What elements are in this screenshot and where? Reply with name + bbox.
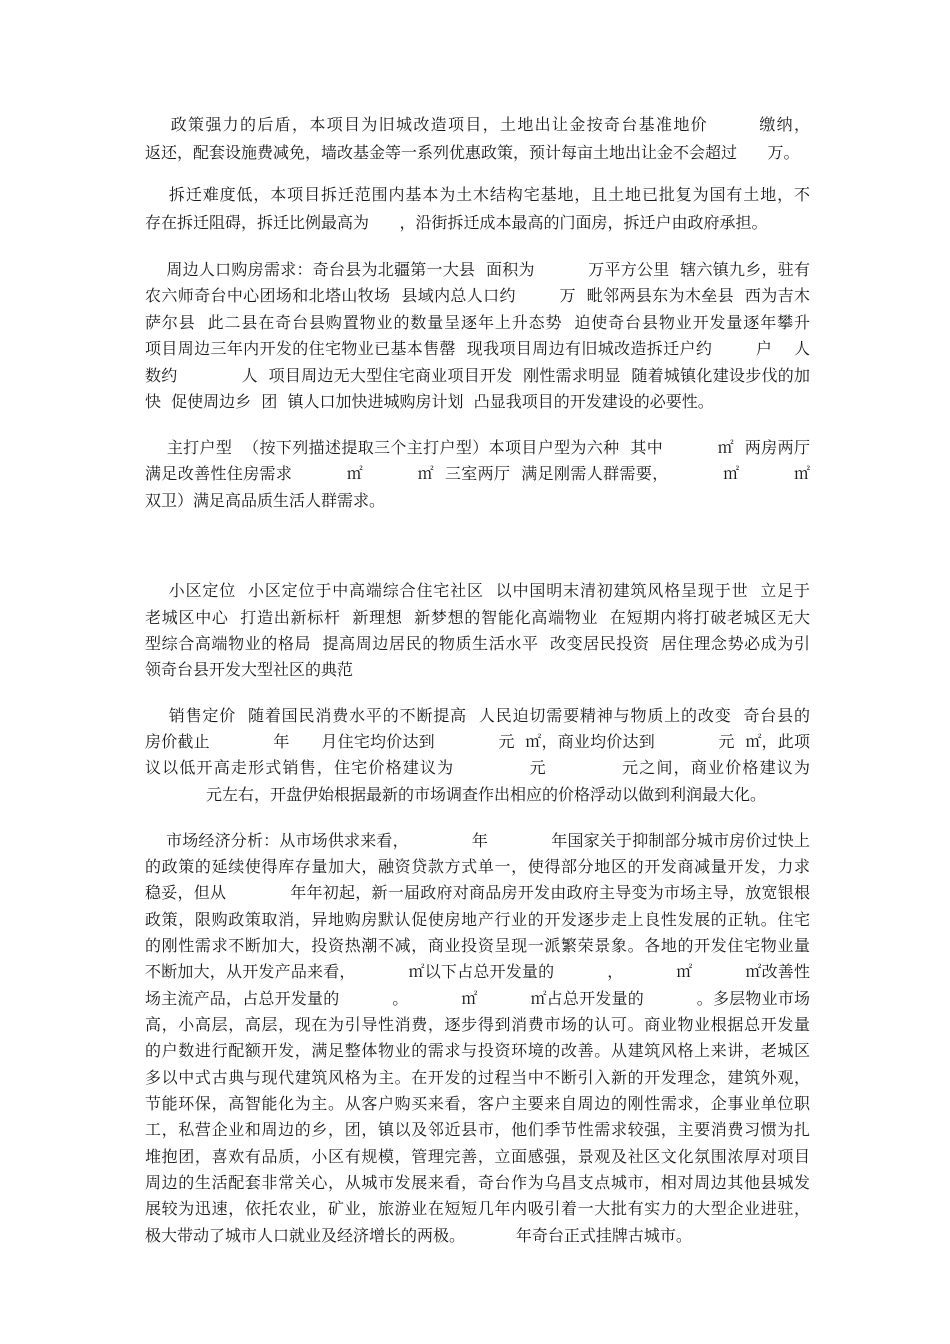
text-line: 领奇台县开发大型社区的典范 [145, 660, 354, 679]
text-line: 节能环保，高智能化为主。从客户购买来看，客户主要来自周边的刚性需求，企事业单位职 [145, 1094, 810, 1113]
text-line: 数约 人 项目周边无大型住宅商业项目开发 刚性需求明显 随着城镇化建设步伐的加 [145, 366, 810, 385]
text-line: 的政策的延续使得库存量加大，融资贷款方式单一，使得部分地区的开发商减量开发，力求 [145, 857, 810, 876]
text-line: 项目周边三年内开发的住宅物业已基本售罄 现我项目周边有旧城改造拆迁户约 户 人 [145, 339, 810, 358]
text-line: 主打户型 （按下列描述提取三个主打户型）本项目户型为六种 其中 ㎡ 两房两厅 [145, 438, 810, 457]
text-line: 存在拆迁阻碍，拆迁比例最高为 ，沿街拆迁成本最高的门面房，拆迁户由政府承担。 [145, 213, 768, 232]
text-line: 萨尔县 此二县在奇台县购置物业的数量呈逐年上升态势 迫使奇台县物业开发量逐年攀升 [145, 313, 810, 332]
text-line: 拆迁难度低，本项目拆迁范围内基本为土木结构宅基地，且土地已批复为国有土地，不 [145, 185, 810, 204]
text-line: 工，私营企业和周边的乡，团，镇以及邻近县市，他们季节性需求较强，主要消费习惯为扎 [145, 1120, 810, 1139]
text-line: 快 促使周边乡 团 镇人口加快进城购房计划 凸显我项目的开发建设的必要性。 [145, 392, 714, 411]
text-line: 周边的生活配套非常关心，从城市发展来看，奇台作为乌昌支点城市，相对周边其他县城发 [145, 1173, 810, 1192]
text-line: 政策，限购政策取消，异地购房默认促使房地产行业的开发逐步走上良性发展的正轨。住宅 [145, 910, 810, 929]
text-line: 市场经济分析：从市场供求来看， 年 年国家关于抑制部分城市房价过快上 [166, 831, 810, 850]
text-line: 堆抱团，喜欢有品质，小区有规模，管理完善，立面感强，景观及社区文化氛围浓厚对项目 [145, 1147, 810, 1166]
text-line: 不断加大，从开发产品来看， ㎡以下占总开发量的 ， ㎡ ㎡改善性 [145, 962, 810, 981]
text-line: 多以中式古典与现代建筑风格为主。在开发的过程当中不断引入新的开发理念，建筑外观， [145, 1068, 810, 1087]
text-line: 老城区中心 打造出新标杆 新理想 新梦想的智能化高端物业 在短期内将打破老城区无大 [145, 608, 810, 627]
text-line: 场主流产品，占总开发量的 。 ㎡ ㎡占总开发量的 。多层物业市场 [145, 989, 810, 1008]
text-line: 极大带动了城市人口就业及经济增长的两极。 年奇台正式挂牌古城市。 [145, 1226, 692, 1245]
text-line: 展较为迅速，依托农业，矿业，旅游业在短短几年内吸引着一大批有实力的大型企业进驻， [145, 1199, 810, 1218]
text-line: 农六师奇台中心团场和北塔山牧场 县域内总人口约 万 毗邻两县东为木垒县 西为吉木 [145, 286, 810, 305]
text-line: 稳妥，但从 年年初起，新一届政府对商品房开发由政府主导变为市场主导，放宽银根 [145, 883, 810, 902]
text-line: 高，小高层，高层，现在为引导性消费，逐步得到消费市场的认可。商业物业根据总开发量 [145, 1015, 810, 1034]
text-line: 型综合高端物业的格局 提高周边居民的物质生活水平 改变居民投资 居住理念势必成为引 [145, 634, 810, 653]
text-line: 销售定价 随着国民消费水平的不断提高 人民迫切需要精神与物质上的改变 奇台县的 [145, 706, 810, 725]
text-line: 政策强力的后盾，本项目为旧城改造项目，土地出让金按奇台基准地价 缴纳， [145, 115, 810, 134]
text-line: 双卫）满足高品质生活人群需求。 [145, 491, 386, 510]
text-line: 的刚性需求不断加大，投资热潮不减，商业投资呈现一派繁荣景象。各地的开发住宅物业量 [145, 936, 810, 955]
text-line: 小区定位 小区定位于中高端综合住宅社区 以中国明末清初建筑风格呈现于世 立足于 [145, 581, 810, 600]
text-line: 元左右，开盘伊始根据最新的市场调查作出相应的价格浮动以做到利润最大化。 [145, 785, 767, 804]
text-line: 议以低开高走形式销售，住宅价格建议为 元 元之间，商业价格建议为 [145, 758, 810, 777]
text-line: 房价截止 年 月住宅均价达到 元 ㎡，商业均价达到 元 ㎡，此项 [145, 732, 810, 751]
text-line: 周边人口购房需求：奇台县为北疆第一大县 面积为 万平方公里 辖六镇九乡，驻有 [145, 260, 810, 279]
text-line: 的户数进行配额开发，满足整体物业的需求与投资环境的改善。从建筑风格上来讲，老城区 [145, 1041, 810, 1060]
text-line: 返还，配套设施费减免，墙改基金等一系列优惠政策，预计每亩土地出让金不会超过 万。 [145, 143, 800, 162]
text-line: 满足改善性住房需求 ㎡ ㎡ 三室两厅 满足刚需人群需要， ㎡ ㎡ [145, 464, 810, 483]
